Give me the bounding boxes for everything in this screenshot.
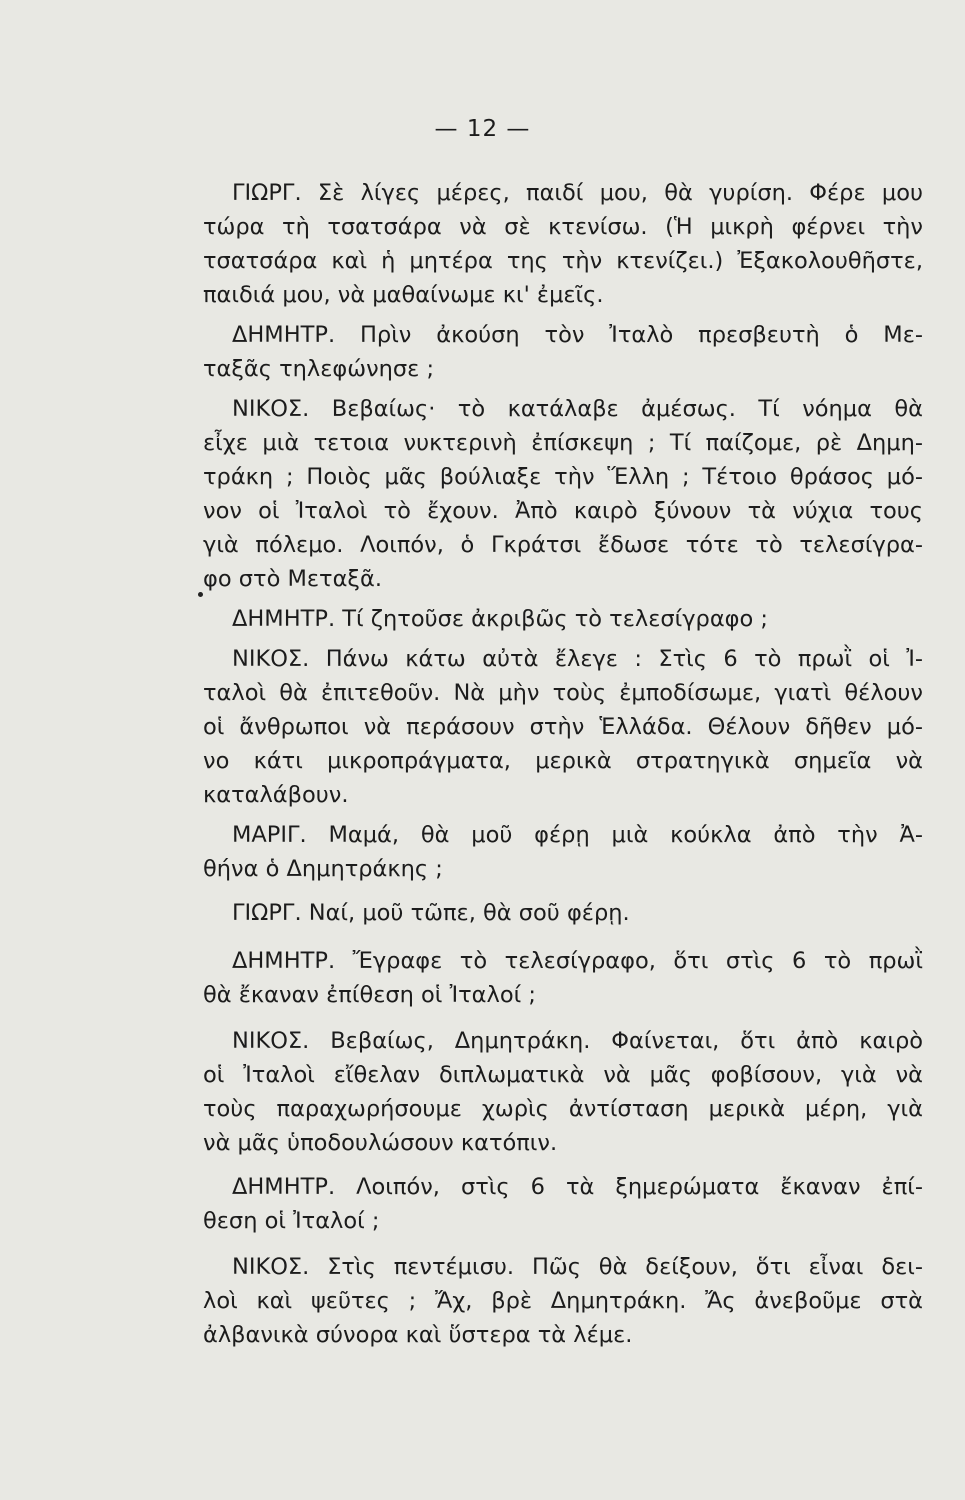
text-line: εἶχε μιὰ τετοια νυκτερινὴ ἐπίσκεψη ; Τί παίζομε, ρὲ Δημη- (203, 430, 923, 456)
text-line: τοὺς παραχωρήσουμε χωρὶς ἀντίσταση μερικὰ μέρη, γιὰ (203, 1096, 923, 1122)
text-line: γιὰ πόλεμο. Λοιπόν, ὁ Γκράτσι ἔδωσε τότε τὸ τελεσίγρα- (203, 532, 923, 558)
text-line: ΔΗΜΗΤΡ. Πρὶν ἀκούση τὸν Ἰταλὸ πρεσβευτὴ ὁ Με- (232, 322, 923, 348)
text-line: ταξᾶς τηλεφώνησε ; (203, 356, 435, 382)
text-line: ΝΙΚΟΣ. Πάνω κάτω αὐτὰ ἔλεγε : Στὶς 6 τὸ πρωῒ οἱ Ἰ- (232, 646, 923, 672)
text-line: φο στὸ Μεταξᾶ. (203, 566, 382, 592)
text-line: ΓΙΩΡΓ. Σὲ λίγες μέρες, παιδί μου, θὰ γυρίση. Φέρε μου (232, 180, 923, 206)
text-line: νὰ μᾶς ὑποδουλώσουν κατόπιν. (203, 1130, 558, 1156)
text-line: ΔΗΜΗΤΡ. Τί ζητοῦσε ἀκριβῶς τὸ τελεσίγραφο ; (232, 606, 769, 632)
text-line: οἱ Ἰταλοὶ εἴθελαν διπλωματικὰ νὰ μᾶς φοβίσουν, γιὰ νὰ (203, 1062, 923, 1088)
text-line: ΝΙΚΟΣ. Βεβαίως, Δημητράκη. Φαίνεται, ὅτι ἀπὸ καιρὸ (232, 1028, 923, 1054)
text-line: τώρα τὴ τσατσάρα νὰ σὲ κτενίσω. (Ἡ μικρὴ φέρνει τὴν (203, 214, 923, 240)
text-line: ΜΑΡΙΓ. Μαμά, θὰ μοῦ φέρῃ μιὰ κούκλα ἀπὸ τὴν Ἀ- (232, 822, 923, 848)
text-line: ΔΗΜΗΤΡ. Ἔγραφε τὸ τελεσίγραφο, ὅτι στὶς 6 τὸ πρωῒ (232, 948, 923, 974)
text-line: τσατσάρα καὶ ἡ μητέρα της τὴν κτενίζει.) Ἐξακολουθῆστε, (203, 248, 923, 274)
text-line: θεση οἱ Ἰταλοί ; (203, 1208, 380, 1234)
text-line: θὰ ἔκαναν ἐπίθεση οἱ Ἰταλοί ; (203, 982, 536, 1008)
text-line: τράκη ; Ποιὸς μᾶς βούλιαξε τὴν Ἕλλη ; Τέτοιο θράσος μό- (203, 464, 923, 490)
text-line: ταλοὶ θὰ ἐπιτεθοῦν. Νὰ μὴν τοὺς ἐμποδίσωμε, γιατὶ θέλουν (203, 680, 923, 706)
text-line: ΓΙΩΡΓ. Ναί, μοῦ τῶπε, θὰ σοῦ φέρῃ. (232, 900, 630, 926)
text-line: νον οἱ Ἰταλοὶ τὸ ἔχουν. Ἀπὸ καιρὸ ξύνουν τὰ νύχια τους (203, 498, 923, 524)
text-line: ΝΙΚΟΣ. Στὶς πεντέμισυ. Πῶς θὰ δείξουν, ὅτι εἶναι δει- (232, 1254, 923, 1280)
text-line: ΔΗΜΗΤΡ. Λοιπόν, στὶς 6 τὰ ξημερώματα ἔκαναν ἐπί- (232, 1174, 923, 1200)
text-line: ἀλβανικὰ σύνορα καὶ ὕστερα τὰ λέμε. (203, 1322, 633, 1348)
text-line: οἱ ἄνθρωποι νὰ περάσουν στὴν Ἑλλάδα. Θέλουν δῆθεν μό- (203, 714, 923, 740)
text-line: λοὶ καὶ ψεῦτες ; Ἄχ, βρὲ Δημητράκη. Ἄς ἀνεβοῦμε στὰ (203, 1288, 923, 1314)
text-line: καταλάβουν. (203, 782, 349, 808)
text-line: νο κάτι μικροπράγματα, μερικὰ στρατηγικὰ σημεῖα νὰ (203, 748, 923, 774)
text-line: ΝΙΚΟΣ. Βεβαίως· τὸ κατάλαβε ἀμέσως. Τί νόημα θὰ (232, 396, 923, 422)
text-line: παιδιά μου, νὰ μαθαίνωμε κι' ἐμεῖς. (203, 282, 604, 308)
text-line: θήνα ὁ Δημητράκης ; (203, 856, 443, 882)
page-number: — 12 — (434, 116, 531, 142)
